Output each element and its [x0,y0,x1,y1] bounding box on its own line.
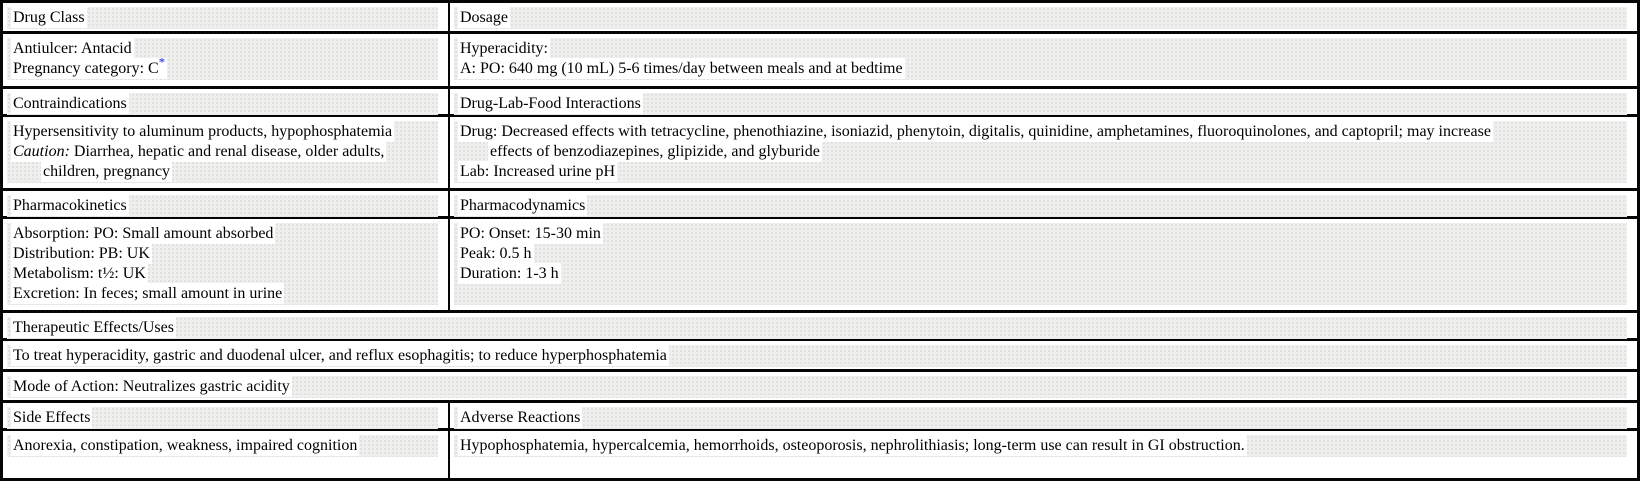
contraindications-line1: Hypersensitivity to aluminum products, hypophosphatemia [13,123,393,140]
cell-adverse-reactions-content [450,431,1637,478]
cell-therapeutic-content [3,341,1637,369]
header-cell-side-effects [3,403,450,428]
header-adverse-reactions: Adverse Reactions [460,409,581,426]
mode-of-action-text: Mode of Action: Neutralizes gastric acidity [13,378,290,395]
caution-label: Caution: [13,143,70,160]
cell-pharmacodynamics-content [450,219,1637,310]
content-row-pk-pd [3,219,1637,313]
header-pharmacodynamics: Pharmacodynamics [460,197,586,214]
header-cell-adverse-reactions [450,403,1637,428]
pk-metabolism-line: Metabolism: t½: UK [13,265,146,282]
header-cell-pharmacokinetics [3,191,450,216]
header-cell-pharmacodynamics [450,191,1637,216]
footnote-asterisk[interactable]: * [158,55,166,70]
pk-absorption-line: Absorption: PO: Small amount absorbed [13,225,274,242]
header-cell-contraindications [3,89,450,114]
drug-class-line: Antiulcer: Antacid [13,40,132,57]
cell-mode-of-action [3,372,1637,400]
cell-dosage-content [450,34,1637,86]
pk-distribution-line: Distribution: PB: UK [13,245,150,262]
interactions-drug-line-cont: effects of benzodiazepines, glipizide, and glyburide [490,143,820,160]
side-effects-text: Anorexia, constipation, weakness, impaired cognition [13,437,358,454]
pd-filler-line [460,284,1627,304]
dosage-indication-line: Hyperacidity: [460,40,548,57]
content-row-class-dosage [3,34,1637,89]
caution-text: Diarrhea, hepatic and renal disease, older adults, [69,143,385,160]
header-drug-lab-food: Drug-Lab-Food Interactions [460,95,641,112]
header-row-se-ar [3,403,1637,431]
content-row-mode-of-action [3,372,1637,403]
interactions-drug-line: Drug: Decreased effects with tetracycline, phenothiazine, isoniazid, phenytoin, digitalis, quinidine, amphetamines, fluoroquinolones, and captopril; may increase [460,123,1491,140]
header-pharmacokinetics: Pharmacokinetics [13,197,127,214]
pd-peak-line: Peak: 0.5 h [460,245,532,262]
header-cell-dosage [450,3,1637,31]
content-row-contra-interactions [3,117,1637,191]
therapeutic-uses-text: To treat hyperacidity, gastric and duodenal ulcer, and reflux esophagitis; to reduce hyperphosphatemia [13,347,667,364]
cell-contraindications-content [3,117,450,188]
header-cell-drug-class [3,3,450,31]
contraindications-line3: children, pregnancy [43,163,171,180]
header-drug-class: Drug Class [13,9,85,26]
pd-duration-line: Duration: 1-3 h [460,265,559,282]
dosage-regimen-line: A: PO: 640 mg (10 mL) 5-6 times/day between meals and at bedtime [460,60,903,77]
header-row-therapeutic [3,313,1637,341]
cell-side-effects-content [3,431,450,478]
cell-pharmacokinetics-content [3,219,450,310]
content-row-se-ar [3,431,1637,478]
header-therapeutic: Therapeutic Effects/Uses [13,319,174,336]
header-side-effects: Side Effects [13,409,91,426]
interactions-lab-line: Lab: Increased urine pH [460,163,616,180]
cell-drug-class-content [3,34,450,86]
header-row-pk-pd [3,191,1637,219]
cell-interactions-content [450,117,1637,188]
header-row-drug-class-dosage [3,3,1637,34]
content-row-therapeutic [3,341,1637,372]
header-cell-therapeutic [3,313,1637,338]
pk-excretion-line: Excretion: In feces; small amount in urine [13,285,283,302]
header-contraindications: Contraindications [13,95,127,112]
pregnancy-category-line [13,55,166,77]
header-dosage: Dosage [460,9,508,26]
contraindications-caution-line [13,143,384,160]
header-cell-drug-lab-food [450,89,1637,114]
adverse-reactions-text: Hypophosphatemia, hypercalcemia, hemorrhoids, osteoporosis, nephrolithiasis; long-term use can result in GI obstruction. [460,437,1245,454]
pregnancy-category-text: Pregnancy category: C [13,60,159,77]
header-row-contra-interactions [3,89,1637,117]
pd-onset-line: PO: Onset: 15-30 min [460,225,601,242]
